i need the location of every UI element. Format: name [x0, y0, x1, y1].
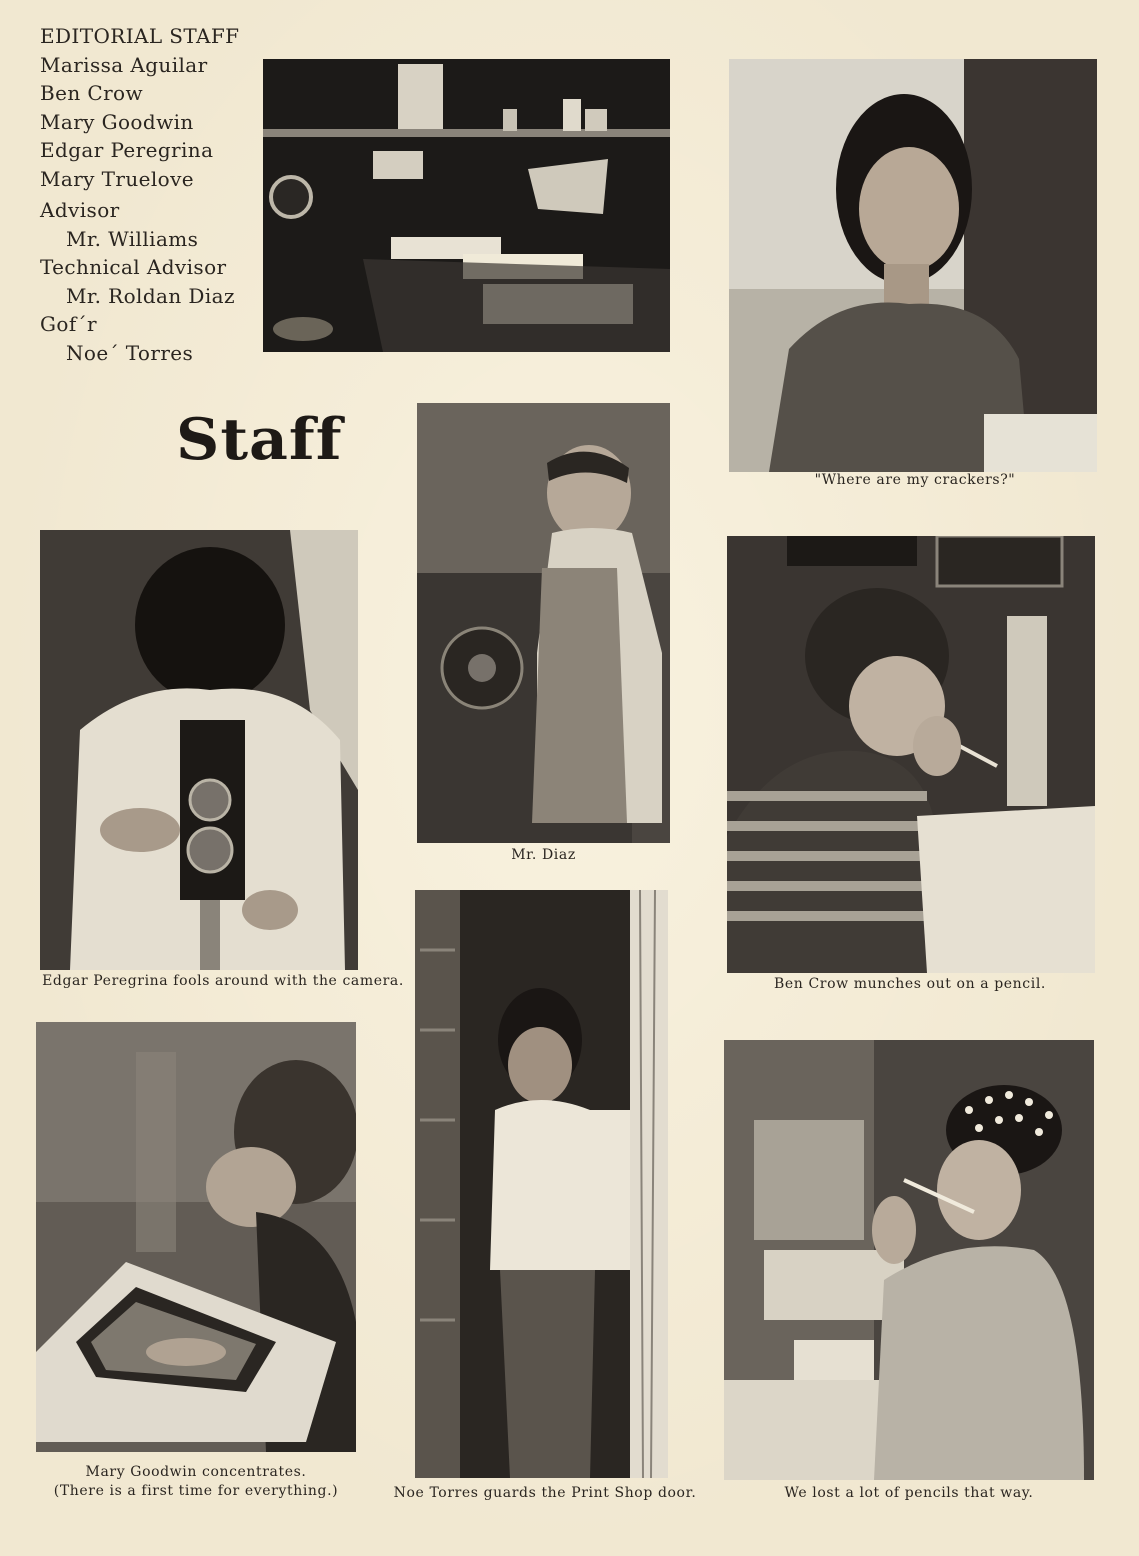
staff-member: Mary Truelove	[40, 166, 195, 191]
ben-crow-photo	[727, 536, 1095, 973]
caption-goodwin-line1: Mary Goodwin concentrates.	[85, 1464, 307, 1480]
advisor-label: Advisor	[40, 198, 120, 222]
goodwin-photo	[36, 1022, 356, 1452]
technical-advisor-name: Mr. Roldan Diaz	[66, 283, 235, 308]
caption-ben-crow: Ben Crow munches out on a pencil.	[774, 976, 1046, 992]
darkroom-photo	[263, 59, 670, 352]
edgar-photo	[40, 530, 358, 970]
caption-torres: Noe Torres guards the Print Shop door.	[393, 1485, 697, 1501]
pencils-photo	[724, 1040, 1094, 1480]
staff-member: Ben Crow	[40, 81, 143, 105]
caption-goodwin-line2: (There is a first time for everything.)	[53, 1483, 339, 1499]
caption-pencils: We lost a lot of pencils that way.	[784, 1485, 1034, 1501]
gofer-name: Noe´ Torres	[66, 340, 194, 365]
staff-list	[40, 22, 239, 367]
advisor-name: Mr. Williams	[66, 226, 199, 251]
caption-goodwin	[36, 1463, 356, 1501]
diaz-photo	[417, 403, 670, 843]
caption-edgar: Edgar Peregrina fools around with the camera.	[42, 973, 404, 989]
staff-member: Mary Goodwin	[40, 109, 194, 134]
staff-member: Marissa Aguilar	[40, 52, 208, 77]
gofer-label: Gof´r	[40, 312, 97, 336]
technical-advisor-label: Technical Advisor	[40, 255, 227, 279]
caption-diaz: Mr. Diaz	[511, 847, 576, 863]
marissa-photo	[729, 59, 1097, 472]
caption-crackers: "Where are my crackers?"	[814, 472, 1016, 488]
staff-member: Edgar Peregrina	[40, 138, 214, 162]
editorial-staff-heading: EDITORIAL STAFF	[40, 24, 240, 48]
torres-photo	[415, 890, 668, 1478]
page-title: Staff	[176, 406, 343, 474]
